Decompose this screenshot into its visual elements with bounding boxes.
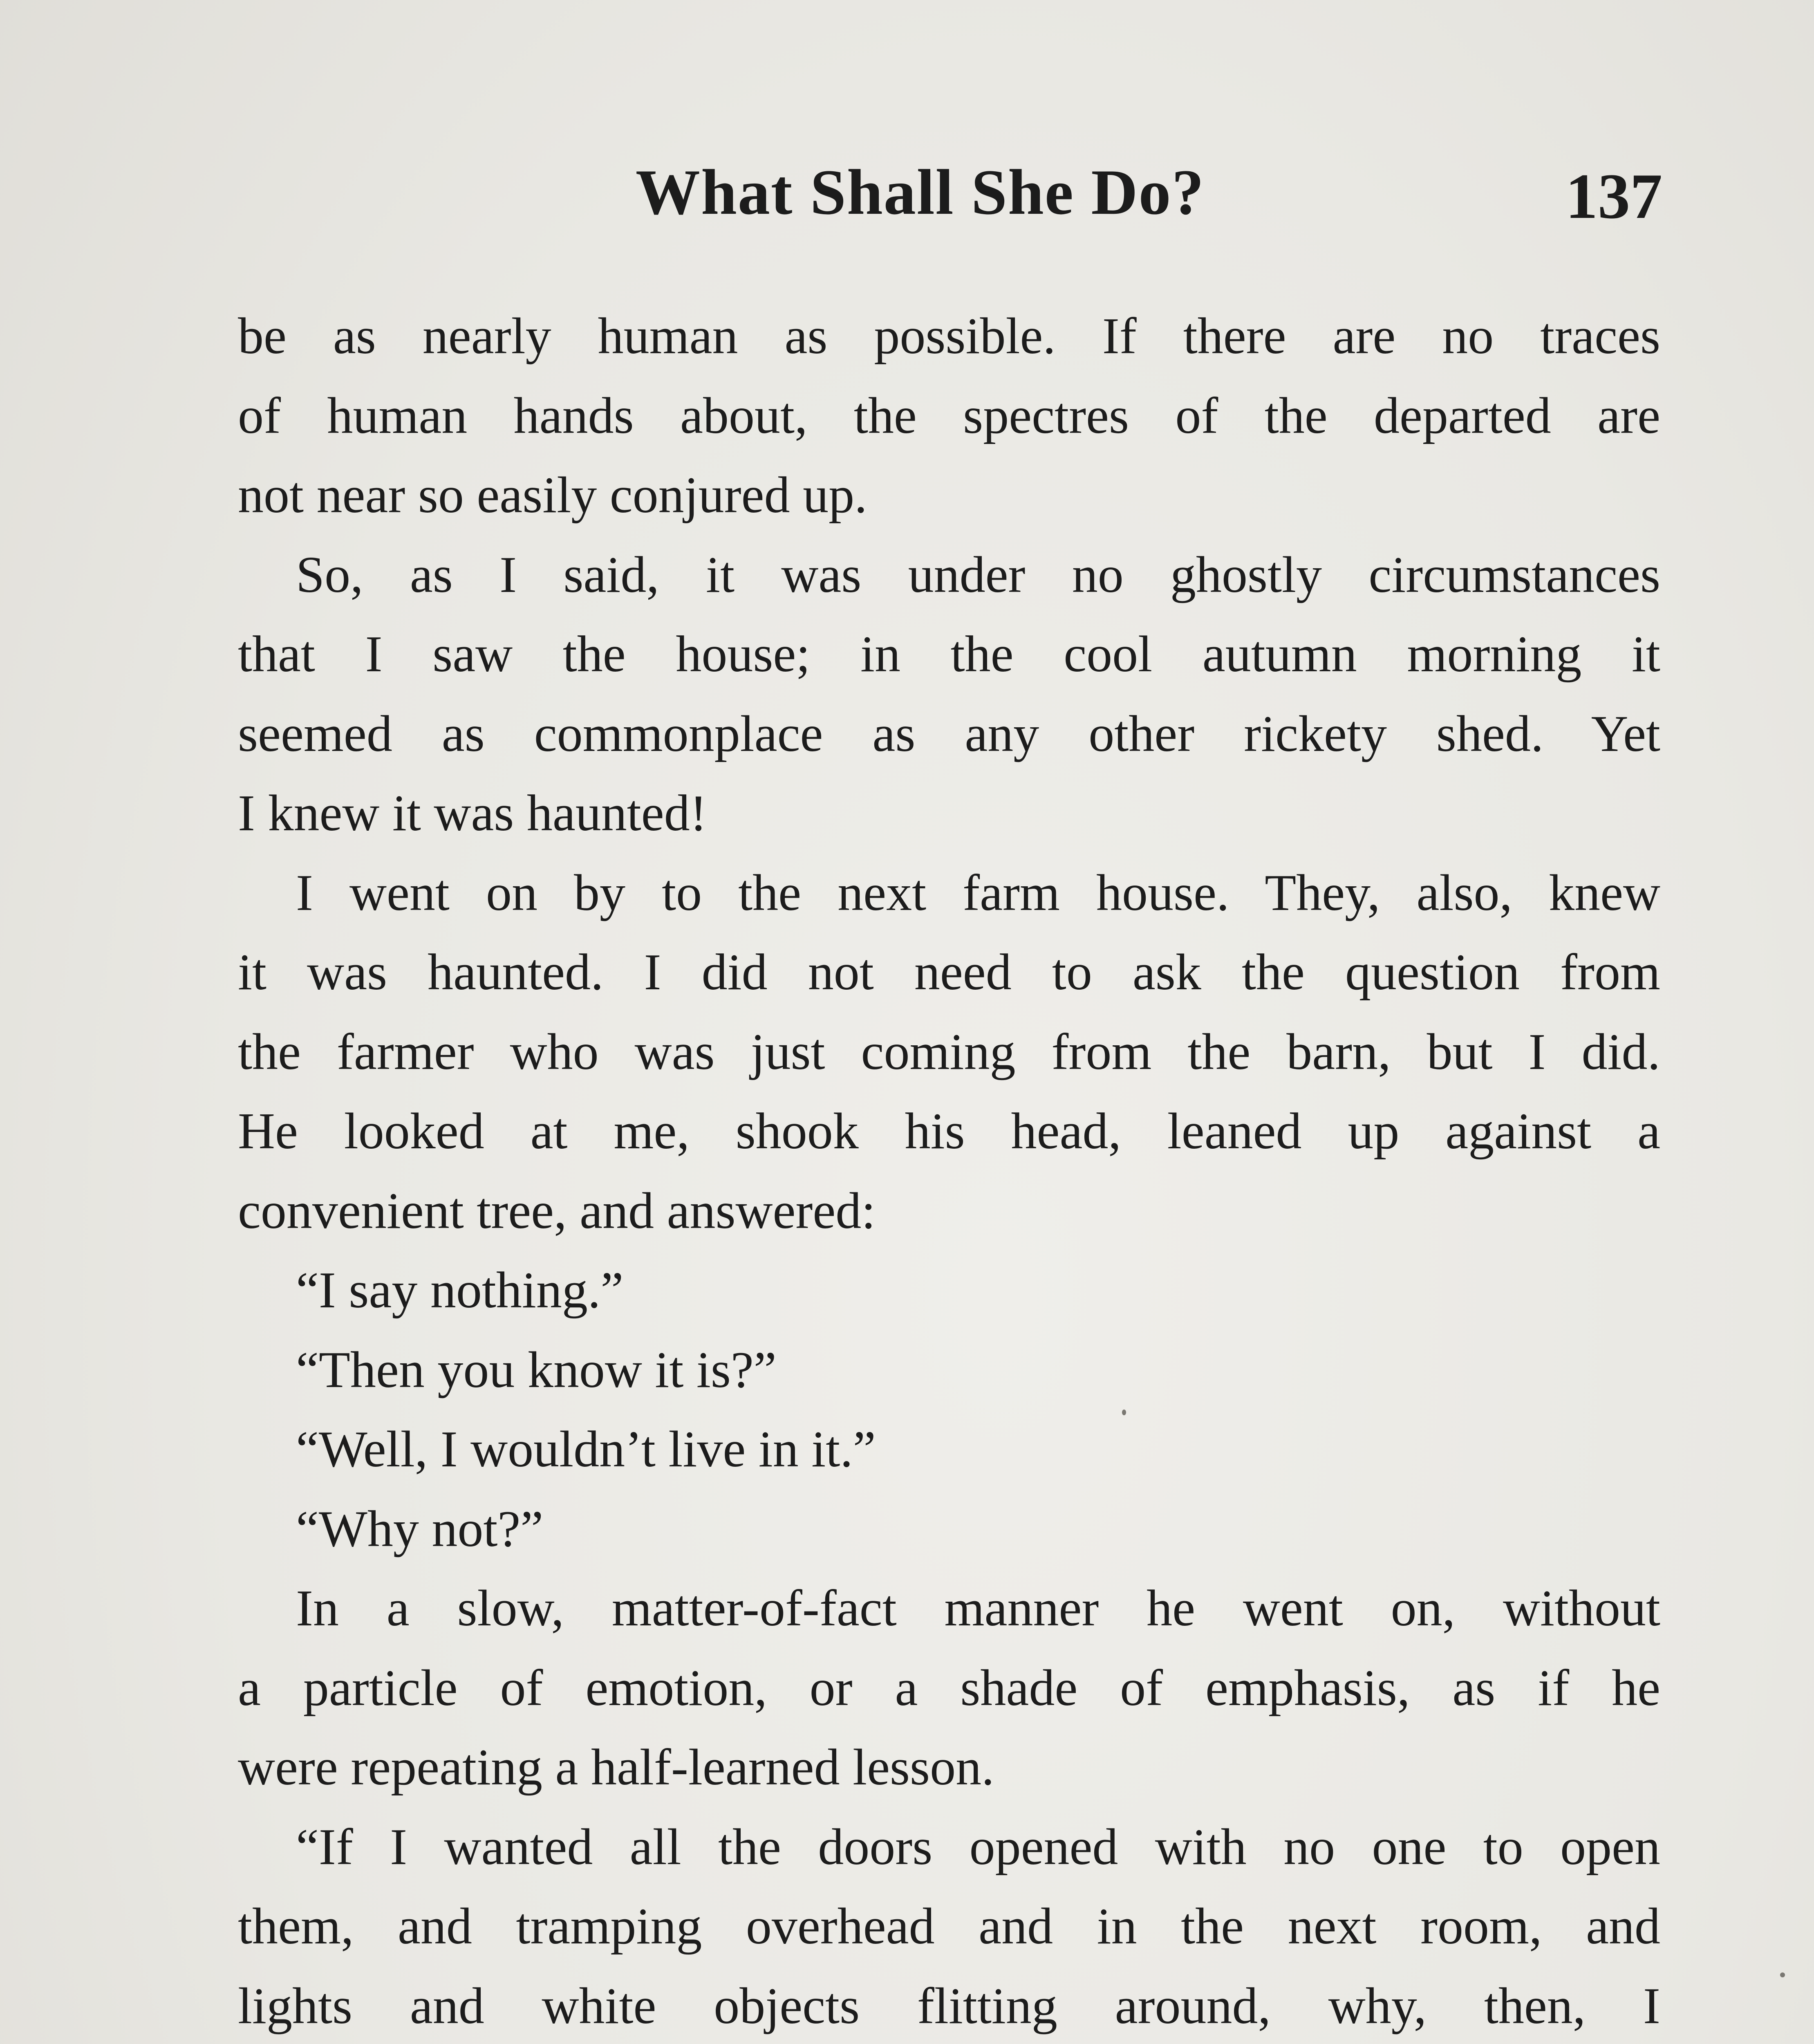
text-line: it was haunted. I did not need to ask the question from	[238, 944, 1660, 1001]
text-line: I knew it was haunted!	[238, 785, 707, 842]
running-title: What Shall She Do?	[636, 157, 1205, 228]
text-line: the farmer who was just coming from the barn, but I did.	[238, 1023, 1660, 1080]
text-line: So, as I said, it was under no ghostly circumstances	[296, 546, 1660, 603]
text-line: convenient tree, and answered:	[238, 1182, 876, 1239]
text-line: them, and tramping overhead and in the next room, and	[238, 1898, 1660, 1955]
paper-speck	[1780, 1972, 1785, 1977]
text-line: seemed as commonplace as any other rickety shed. Yet	[238, 705, 1660, 762]
text-line: “I say nothing.”	[296, 1262, 624, 1319]
body-text	[238, 297, 1660, 2044]
text-line: that I saw the house; in the cool autumn morning it	[238, 626, 1660, 683]
text-line: not near so easily conjured up.	[238, 467, 867, 524]
paper-speck	[1122, 1410, 1126, 1415]
text-line: He looked at me, shook his head, leaned up against a	[238, 1103, 1660, 1160]
text-line: a particle of emotion, or a shade of emphasis, as if he	[238, 1659, 1660, 1717]
running-head	[0, 155, 1814, 237]
text-line: “Then you know it is?”	[296, 1341, 777, 1399]
text-line: I went on by to the next farm house. They, also, knew	[296, 864, 1660, 921]
text-line: lights and white objects flitting around, why, then, I	[238, 1977, 1660, 2035]
text-line: “Why not?”	[296, 1500, 544, 1558]
text-line: In a slow, matter-of-fact manner he went on, without	[296, 1580, 1660, 1637]
text-line: “If I wanted all the doors opened with no one to open	[296, 1818, 1660, 1876]
text-line: be as nearly human as possible. If there are no traces	[238, 308, 1660, 365]
page-number: 137	[1565, 161, 1662, 232]
text-line: were repeating a half-learned lesson.	[238, 1739, 994, 1796]
text-line: “Well, I wouldn’t live in it.”	[296, 1421, 876, 1478]
text-line: of human hands about, the spectres of the departed are	[238, 387, 1660, 444]
